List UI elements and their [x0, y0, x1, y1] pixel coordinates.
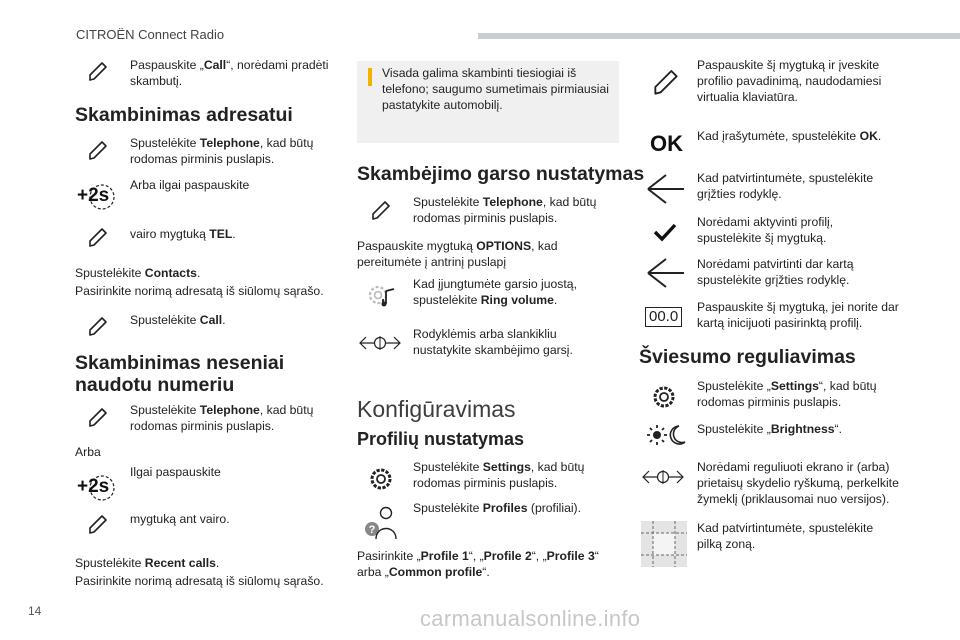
brightness-text: Spustelėkite „Brightness“.: [697, 422, 842, 436]
back-confirm-text-1: Kad patvirtintumėte, spustelėkite grįžties rodyklę.: [697, 171, 874, 201]
pen-icon: [369, 199, 393, 223]
checkmark-icon: [652, 222, 678, 242]
grid-zone-icon: [641, 521, 687, 567]
slider-text: Rodyklėmis arba slankikliu nustatykite skambėjimo garsį.: [413, 327, 573, 357]
select-contact-text-2: Pasirinkite norimą adresatą iš siūlomų sąrašo.: [75, 574, 324, 588]
brightness-icon: [645, 423, 687, 447]
gear-icon: [367, 465, 395, 493]
page-number: 14: [28, 604, 42, 618]
reset-profile-text: Paspauskite šį mygtuką, jei norite dar kartą inicijuoti pasirinktą profilį.: [697, 300, 899, 330]
heading-recent: Skambinimas neseniai naudotu numeriu: [75, 352, 285, 396]
back-confirm-text-2: Norėdami patvirtinti dar kartą spustelėkite grįžties rodyklę.: [697, 257, 854, 287]
pen-icon: [86, 513, 110, 537]
hold-text-2: Ilgai paspauskite: [130, 465, 221, 479]
watermark: carmanualsonline.info: [420, 606, 641, 631]
pen-icon: [86, 406, 110, 430]
heading-profiles: Profilių nustatymas: [357, 429, 525, 449]
pen-icon: [86, 226, 110, 250]
heading-recipient: Skambinimas adresatui: [75, 104, 293, 126]
sound-settings-icon: [364, 279, 398, 311]
telephone-text-1: Spustelėkite Telephone, kad būtų rodomas pirminis puslapis.: [130, 136, 314, 166]
wheel-button-text: mygtuką ant vairo.: [130, 512, 230, 526]
heading-brightness: Šviesumo reguliavimas: [639, 346, 856, 368]
profile-icon: [362, 505, 402, 541]
options-text: Paspauskite mygtuką OPTIONS, kad pereitumėte į antrinį puslapį: [357, 239, 558, 269]
recent-calls-text: Spustelėkite Recent calls.: [75, 556, 220, 570]
adjust-brightness-text: Norėdami reguliuoti ekrano ir (arba) prietaisų skydelio ryškumą, perkelkite žymeklį (priklausomai nuo versijos).: [697, 460, 899, 506]
contacts-text: Spustelėkite Contacts.: [75, 266, 201, 280]
ok-icon: OK: [650, 131, 683, 156]
select-contact-text-1: Pasirinkite norimą adresatą iš siūlomų sąrašo.: [75, 284, 324, 298]
wheel-tel-text: vairo mygtuką TEL.: [130, 227, 236, 241]
header-bar: [478, 33, 960, 39]
heading-ring-volume: Skambėjimo garso nustatymas: [357, 163, 645, 185]
or-text: Arba: [75, 445, 101, 459]
2s-badge: +2s: [77, 476, 110, 497]
ring-volume-text: Kad įjungtumėte garsio juostą, spustelėkite Ring volume.: [413, 277, 577, 307]
bright-settings-text: Spustelėkite „Settings“, kad būtų rodomas pirminis puslapis.: [697, 379, 877, 409]
back-arrow-icon: [646, 172, 686, 206]
pen-icon: [650, 67, 682, 99]
pen-icon: [86, 60, 110, 84]
telephone-text-2: Spustelėkite Telephone, kad būtų rodomas pirminis puslapis.: [130, 403, 314, 433]
slider-icon: [641, 468, 687, 486]
pen-icon: [86, 315, 110, 339]
ok-text: Kad įrašytumėte, spustelėkite OK.: [697, 129, 882, 143]
call-intro-text: Paspauskite „Call“, norėdami pradėti skambutį.: [130, 58, 329, 88]
2s-badge: +2s: [77, 185, 110, 206]
profiles-text: Spustelėkite Profiles (profiliai).: [413, 501, 581, 515]
telephone-text-3: Spustelėkite Telephone, kad būtų rodomas pirminis puslapis.: [413, 195, 597, 225]
profile-name-text: Paspauskite šį mygtuką ir įveskite profilio pavadinimą, naudodamiesi virtualia klaviatūra.: [697, 58, 882, 104]
info-icon-dot: [368, 80, 372, 86]
svg-text:?: ?: [368, 524, 376, 536]
call-button-text: Spustelėkite Call.: [130, 313, 226, 327]
back-arrow-icon: [646, 256, 686, 290]
info-text: Visada galima skambinti tiesiogiai iš telefono; saugumo sumetimais pirmiausiai pastatykite automobilį.: [382, 66, 609, 112]
activate-profile-text: Norėdami aktyvinti profilį, spustelėkite šį mygtuką.: [697, 215, 834, 245]
hold-text: Arba ilgai paspauskite: [130, 178, 250, 192]
running-header: CITROËN Connect Radio: [76, 27, 225, 42]
settings-text: Spustelėkite Settings, kad būtų rodomas pirminis puslapis.: [413, 460, 585, 490]
gear-icon: [650, 383, 678, 411]
reset-icon: 00.0: [645, 307, 682, 327]
gray-zone-text: Kad patvirtintumėte, spustelėkite pilką zoną.: [697, 521, 874, 551]
slider-icon: [358, 334, 404, 352]
heading-configuration: Konfigūravimas: [357, 396, 516, 422]
choose-profile-text: Pasirinkite „Profile 1“, „Profile 2“, „Profile 3“ arba „Common profile“.: [357, 549, 599, 579]
pen-icon: [86, 139, 110, 163]
